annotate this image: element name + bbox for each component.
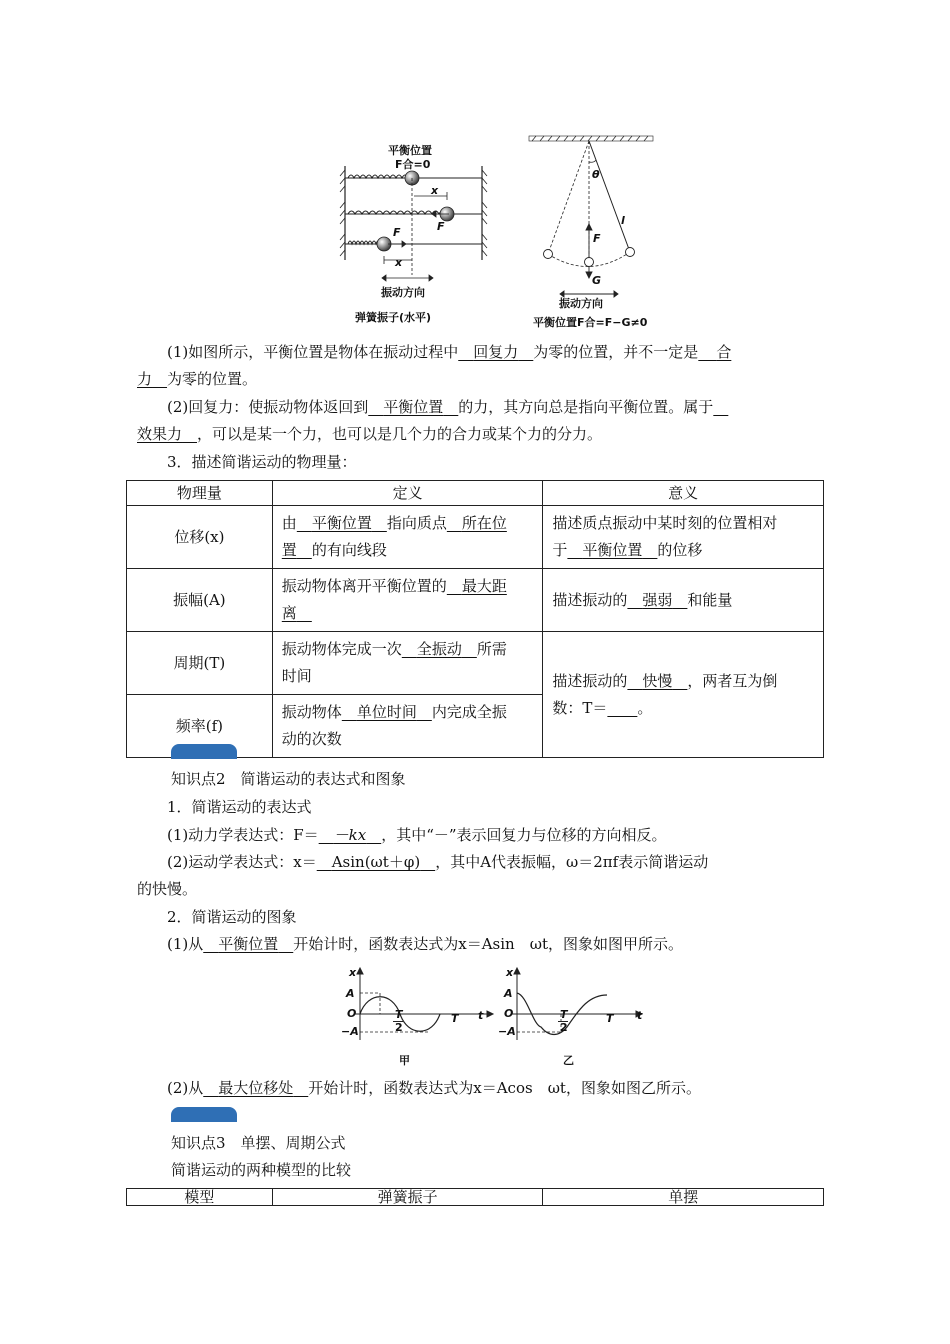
- graph-yi-x: x: [506, 966, 514, 979]
- answer-heli-part1: 合: [716, 343, 732, 361]
- table-header: 定义: [272, 481, 543, 506]
- graph-yi-T: T: [606, 1012, 614, 1025]
- meaning-cell: 描述质点振动中某时刻的位置相对 于 平衡位置 的位移: [543, 506, 824, 569]
- para1-line1: (1)如图所示，平衡位置是物体在振动过程中 回复力 为零的位置，并不一定是 合: [167, 343, 732, 361]
- graph-yi: [497, 965, 657, 1045]
- answer-neg-kx: －kx: [333, 826, 367, 844]
- spring-f-label-2: F: [437, 220, 445, 233]
- para2-line2: 效果力 ，可以是某一个力，也可以是几个力的合力或某个力的分力。: [137, 425, 603, 443]
- kp3-sub: 简谐运动的两种模型的比较: [171, 1161, 352, 1179]
- answer-xiaoguoli: 效果力: [137, 425, 183, 443]
- pendulum-theta: θ: [592, 168, 600, 181]
- graph-jia-T: T: [451, 1012, 459, 1025]
- graph-jia-t: t: [478, 1009, 484, 1022]
- meaning-cell: 描述振动的 强弱 和能量: [543, 569, 824, 632]
- para1-line2: 力 为零的位置。: [137, 370, 258, 388]
- section3-title: 3．描述简谐运动的物理量：: [167, 453, 357, 471]
- graph-yi-O: O: [504, 1007, 514, 1020]
- quantity-amplitude: 振幅(A): [127, 569, 273, 632]
- kp2-dynamics: (1)动力学表达式：F＝ －kx ，其中“－”表示回复力与位移的方向相反。: [167, 826, 667, 844]
- quantity-displacement: 位移(x): [127, 506, 273, 569]
- table-header: 弹簧振子: [272, 1189, 543, 1206]
- definition-cell: 振动物体完成一次 全振动 所需 时间: [272, 632, 543, 695]
- kp2-graph1: (1)从 平衡位置 开始计时，函数表达式为x＝Asin ωt，图象如图甲所示。: [167, 935, 683, 953]
- pendulum-figure: [526, 132, 656, 302]
- table-row: [127, 632, 824, 695]
- table-header-row: [127, 1189, 824, 1206]
- table-header: 单摆: [543, 1189, 824, 1206]
- definition-cell: 由 平衡位置 指向质点 所在位 置 的有向线段: [272, 506, 543, 569]
- table-row: [127, 569, 824, 632]
- kp2-s2: 2．简谐运动的图象: [167, 908, 297, 926]
- physical-quantities-table: [126, 480, 824, 758]
- quantity-period: 周期(T): [127, 632, 273, 695]
- answer-pinghengweizhi-1: 平衡位置: [383, 398, 444, 416]
- spring-direction-label: 振动方向: [381, 286, 425, 299]
- table-row: [127, 506, 824, 569]
- definition-cell: 振动物体 单位时间 内完成全振 动的次数: [272, 695, 543, 758]
- pendulum-l: l: [621, 214, 625, 227]
- graph-jia-A: A: [346, 987, 355, 1000]
- graph-yi-T2-bot: 2: [560, 1021, 568, 1034]
- table-header: 物理量: [127, 481, 273, 506]
- pendulum-f: F: [593, 232, 601, 245]
- kp2-graph2: (2)从 最大位移处 开始计时，函数表达式为x＝Acos ωt，图象如图乙所示。: [167, 1079, 701, 1097]
- graph-jia: [340, 965, 500, 1045]
- spring-eq-force: F合=0: [395, 158, 431, 171]
- spring-x-label-3: x: [395, 256, 403, 269]
- graph-yi-A: A: [504, 987, 513, 1000]
- spring-caption: 弹簧振子(水平): [355, 311, 432, 324]
- pendulum-g: G: [592, 274, 602, 287]
- pendulum-caption: 平衡位置F合=F−G≠0: [533, 316, 648, 329]
- meaning-cell-merged: 描述振动的 快慢 ，两者互为倒 数：T＝ 。: [543, 632, 824, 758]
- graph-jia-T2-top: T: [395, 1008, 403, 1021]
- graph-yi-t: t: [637, 1009, 643, 1022]
- answer-pinghengweizhi-2: 平衡位置: [218, 935, 279, 953]
- kp2-s1: 1．简谐运动的表达式: [167, 798, 312, 816]
- graph-jia-T2-bot: 2: [395, 1021, 403, 1034]
- graph-jia-negA: −A: [341, 1025, 359, 1038]
- answer-zuidaweiyichu: 最大位移处: [218, 1079, 294, 1097]
- table-header: 意义: [543, 481, 824, 506]
- model-comparison-table: [126, 1188, 824, 1206]
- graph-jia-O: O: [347, 1007, 357, 1020]
- answer-huifuli: 回复力: [473, 343, 519, 361]
- pendulum-direction-label: 振动方向: [559, 297, 603, 310]
- kp2-kinematics-2: 的快慢。: [137, 880, 198, 898]
- definition-cell: 振动物体离开平衡位置的 最大距 离: [272, 569, 543, 632]
- kp2-kinematics: (2)运动学表达式：x＝ Asin(ωt＋φ) ，其中A代表振幅，ω＝2πf表示简谐运动: [167, 853, 709, 871]
- answer-heli-part2: 力: [137, 370, 153, 388]
- answer-asin: Asin(ωt＋φ): [331, 853, 421, 871]
- section-badge: [171, 1107, 237, 1122]
- kp2-title: 知识点2 简谐运动的表达式和图象: [171, 770, 406, 788]
- section-badge: [171, 744, 237, 759]
- quantity-frequency: 频率(f): [127, 695, 273, 758]
- table-header: 模型: [127, 1189, 273, 1206]
- kp3-title: 知识点3 单摆、周期公式: [171, 1134, 346, 1152]
- graph-yi-negA: −A: [498, 1025, 516, 1038]
- spring-f-label-3: F: [393, 226, 401, 239]
- graph-jia-caption: 甲: [399, 1054, 410, 1067]
- spring-eq-label: 平衡位置: [388, 144, 432, 157]
- graph-yi-caption: 乙: [563, 1054, 574, 1067]
- graph-jia-x: x: [349, 966, 357, 979]
- table-header-row: [127, 481, 824, 506]
- graph-yi-T2-top: T: [560, 1008, 568, 1021]
- para2-line1: (2)回复力：使振动物体返回到 平衡位置 的力，其方向总是指向平衡位置。属于: [167, 398, 714, 416]
- spring-x-label: x: [431, 184, 439, 197]
